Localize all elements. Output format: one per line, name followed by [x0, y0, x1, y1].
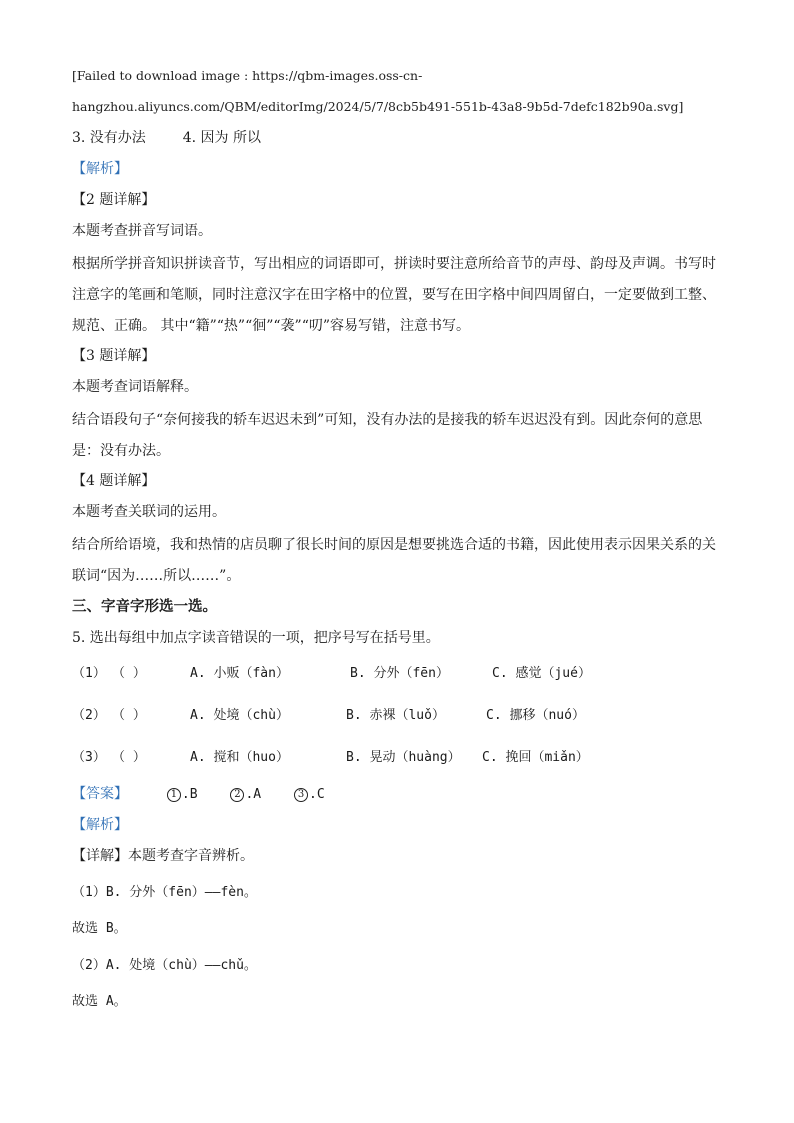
q2-line-1: 本题考查拼音写词语。 — [72, 223, 212, 239]
circled-number-3: 3 — [294, 788, 308, 802]
q5-row-2-option-a: A. 处境（chù） — [190, 708, 289, 723]
q2-line-3: 注意字的笔画和笔顺，同时注意汉字在田字格中的位置，要写在田字格中间四周留白，一定要做到工整、 — [72, 287, 716, 303]
failed-image-notice-line-2: hangzhou.aliyuncs.com/QBM/editorImg/2024/5/7/8cb5b491-551b-43a8-9b5d-7defc182b90a.svg] — [72, 99, 684, 114]
q5-detail-1-pick: 故选 B。 — [72, 921, 127, 936]
q5-row-3-option-b: B. 晃动（huàng） — [346, 750, 461, 765]
q5-row-2-paren: （ ） — [112, 708, 146, 723]
q5-row-2-num: （2） — [72, 708, 106, 723]
analysis-heading: 【解析】 — [72, 161, 128, 177]
answer-3: 3. 没有办法 — [72, 130, 146, 146]
q5-row-3-option-c: C. 挽回（miǎn） — [482, 750, 589, 765]
q5-detail-line — [72, 846, 254, 866]
q4-line-1: 本题考查关联词的运用。 — [72, 504, 226, 520]
q2-heading: 【2 题详解】 — [72, 192, 156, 208]
q5-row-2-option-c: C. 挪移（nuó） — [486, 708, 585, 723]
answers-line — [72, 128, 261, 148]
circled-number-1: 1 — [167, 788, 181, 802]
answer-item-2: 2 .A — [230, 786, 261, 802]
detail-text: 本题考查字音辨析。 — [128, 848, 254, 864]
q5-row-3-paren: （ ） — [112, 750, 146, 765]
q5-row-3-num: （3） — [72, 750, 106, 765]
answer-label: 【答案】 — [72, 786, 128, 802]
circled-number-2: 2 — [230, 788, 244, 802]
q5-row-1-option-b: B. 分外（fēn） — [350, 666, 449, 681]
q4-line-2: 结合所给语境，我和热情的店员聊了很长时间的原因是想要挑选合适的书籍，因此使用表示因果关系的关 — [72, 537, 716, 553]
q5-row-1-paren: （ ） — [112, 666, 146, 681]
q2-line-4: 规范、正确。 其中“籍”“热”“徊”“袭”“叨”容易写错，注意书写。 — [72, 318, 471, 334]
q3-heading: 【3 题详解】 — [72, 348, 156, 364]
q5-detail-2-pick: 故选 A。 — [72, 994, 127, 1009]
q5-answer-line — [72, 784, 325, 805]
answer-item-3: 3 .C — [294, 786, 325, 802]
q5-analysis-heading: 【解析】 — [72, 817, 128, 833]
answer-item-1: 1 .B — [167, 786, 198, 802]
q5-row-3-option-a: A. 搅和（huo） — [190, 750, 289, 765]
detail-label: 【详解】 — [72, 848, 128, 864]
failed-image-notice-line-1: [Failed to download image : https://qbm-images.oss-cn- — [72, 68, 423, 83]
q3-line-1: 本题考查词语解释。 — [72, 379, 198, 395]
q4-line-3: 联词“因为……所以……”。 — [72, 568, 241, 584]
q5-row-1-num: （1） — [72, 666, 106, 681]
answer-4: 4. 因为 所以 — [182, 130, 261, 146]
q3-line-3: 是：没有办法。 — [72, 443, 170, 459]
q4-heading: 【4 题详解】 — [72, 473, 156, 489]
q5-row-2-option-b: B. 赤裸（luǒ） — [346, 708, 445, 723]
q5-row-1-option-c: C. 感觉（jué） — [492, 666, 591, 681]
q5-detail-2: （2）A. 处境（chù）——chǔ。 — [72, 958, 257, 973]
q5-row-1-option-a: A. 小贩（fàn） — [190, 666, 289, 681]
q2-line-2: 根据所学拼音知识拼读音节，写出相应的词语即可，拼读时要注意所给音节的声母、韵母及声调。书写时 — [72, 256, 716, 272]
q3-line-2: 结合语段句子“奈何接我的轿车迟迟未到”可知，没有办法的是接我的轿车迟迟没有到。因此奈何的意思 — [72, 412, 703, 428]
q5-stem: 5. 选出每组中加点字读音错误的一项，把序号写在括号里。 — [72, 630, 440, 646]
section-3-title: 三、字音字形选一选。 — [72, 598, 217, 615]
q5-detail-1: （1）B. 分外（fēn）——fèn。 — [72, 885, 257, 900]
